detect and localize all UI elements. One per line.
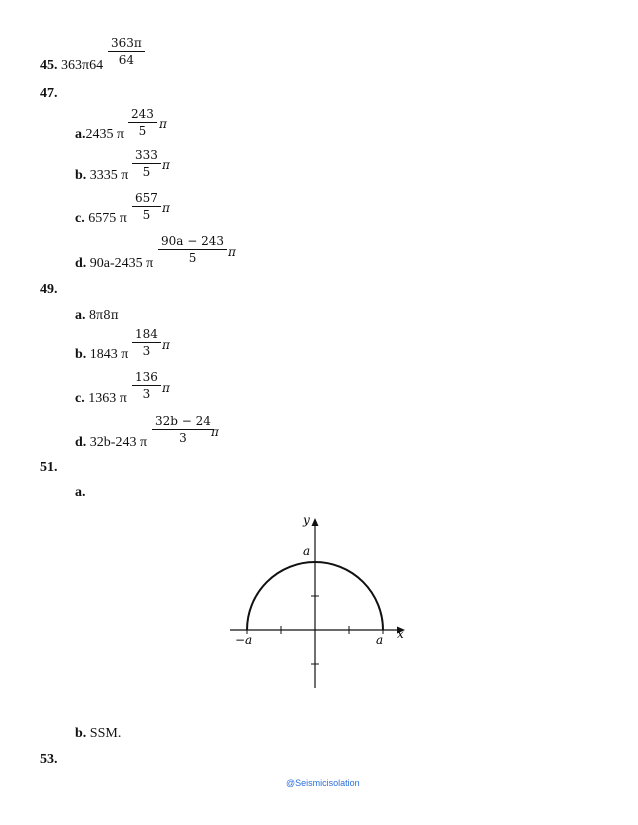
fraction-denominator: 64 — [118, 53, 135, 67]
semicircle-graph — [225, 510, 415, 695]
problem-number-47: 47. — [40, 86, 58, 101]
fraction-numerator: 184 — [135, 327, 158, 341]
answer-47b-text: 3335 π — [89, 168, 129, 183]
answer-49c-text: 1363 π — [88, 391, 127, 406]
top-label: a — [303, 544, 311, 558]
right-label: a — [376, 633, 384, 647]
fraction-denominator: 5 — [142, 208, 151, 222]
answer-49d-line — [75, 435, 147, 451]
answer-47c-line — [75, 211, 127, 227]
answer-45-line — [40, 58, 103, 74]
fraction-denominator: 5 — [142, 165, 151, 179]
answer-49b-text: 1843 π — [89, 347, 129, 362]
answer-47d-line — [75, 256, 153, 272]
part-label-a: a. — [75, 308, 86, 323]
pi-symbol: π — [159, 117, 167, 131]
part-label-c: c. — [75, 391, 85, 406]
fraction-denominator: 5 — [188, 251, 197, 265]
answer-47a-text: 2435 π — [85, 127, 125, 142]
part-label-b: b. — [75, 726, 87, 741]
part-label-b: b. — [75, 347, 87, 362]
watermark: @Seismicisolation — [286, 778, 360, 788]
answer-47d-text: 90a-2435 π — [89, 256, 154, 271]
pi-symbol: π — [162, 381, 170, 395]
answer-47c-text: 6575 π — [88, 211, 127, 226]
left-label: −a — [235, 633, 253, 647]
fraction-denominator: 5 — [138, 124, 147, 138]
pi-symbol: π — [162, 201, 170, 215]
fraction-49d — [152, 414, 214, 445]
fraction-47a — [128, 107, 157, 138]
fraction-numerator: 657 — [135, 191, 158, 205]
fraction-47d — [158, 234, 227, 265]
fraction-numerator: 32b − 24 — [155, 414, 211, 428]
answer-49c-line — [75, 391, 127, 407]
fraction-numerator: 90a − 243 — [161, 234, 225, 248]
answer-51b-line — [75, 726, 121, 742]
part-label-b: b. — [75, 168, 87, 183]
fraction-45 — [108, 36, 145, 67]
x-axis-label: x — [397, 627, 404, 641]
answer-49d-text: 32b-243 π — [89, 435, 148, 450]
problem-number-53: 53. — [40, 752, 58, 767]
fraction-denominator: 3 — [142, 387, 151, 401]
fraction-47c — [132, 191, 161, 222]
fraction-49b — [132, 327, 161, 358]
answer-45-text: 363π64 — [61, 58, 104, 73]
answer-49a-line — [75, 307, 119, 324]
answer-51b-text: SSM. — [89, 726, 122, 741]
fraction-numerator: 243 — [131, 107, 154, 121]
pi-symbol: π — [228, 245, 236, 259]
pi-symbol: π — [211, 425, 219, 439]
problem-number-45: 45. — [40, 58, 58, 73]
part-label-d: d. — [75, 256, 87, 271]
answer-47b-line — [75, 168, 128, 184]
answer-49a-text: 8π — [89, 308, 104, 323]
fraction-49c — [132, 370, 161, 401]
answer-49a-math: 8π — [103, 308, 119, 322]
y-axis-arrow — [312, 518, 319, 526]
fraction-47b — [132, 148, 161, 179]
fraction-numerator: 333 — [135, 148, 158, 162]
pi-symbol: π — [162, 338, 170, 352]
problem-number-49: 49. — [40, 282, 58, 297]
y-axis-label: y — [303, 513, 310, 527]
part-label-a: a. — [75, 485, 86, 500]
part-label-a: a. — [75, 127, 86, 142]
problem-number-51: 51. — [40, 460, 58, 475]
part-label-d: d. — [75, 435, 87, 450]
part-label-c: c. — [75, 211, 85, 226]
answer-49b-line — [75, 347, 128, 363]
fraction-denominator: 3 — [142, 344, 151, 358]
fraction-numerator: 363π — [111, 36, 142, 50]
answer-47a-line — [75, 127, 124, 143]
fraction-denominator: 3 — [179, 431, 187, 445]
fraction-numerator: 136 — [135, 370, 158, 384]
pi-symbol: π — [162, 158, 170, 172]
